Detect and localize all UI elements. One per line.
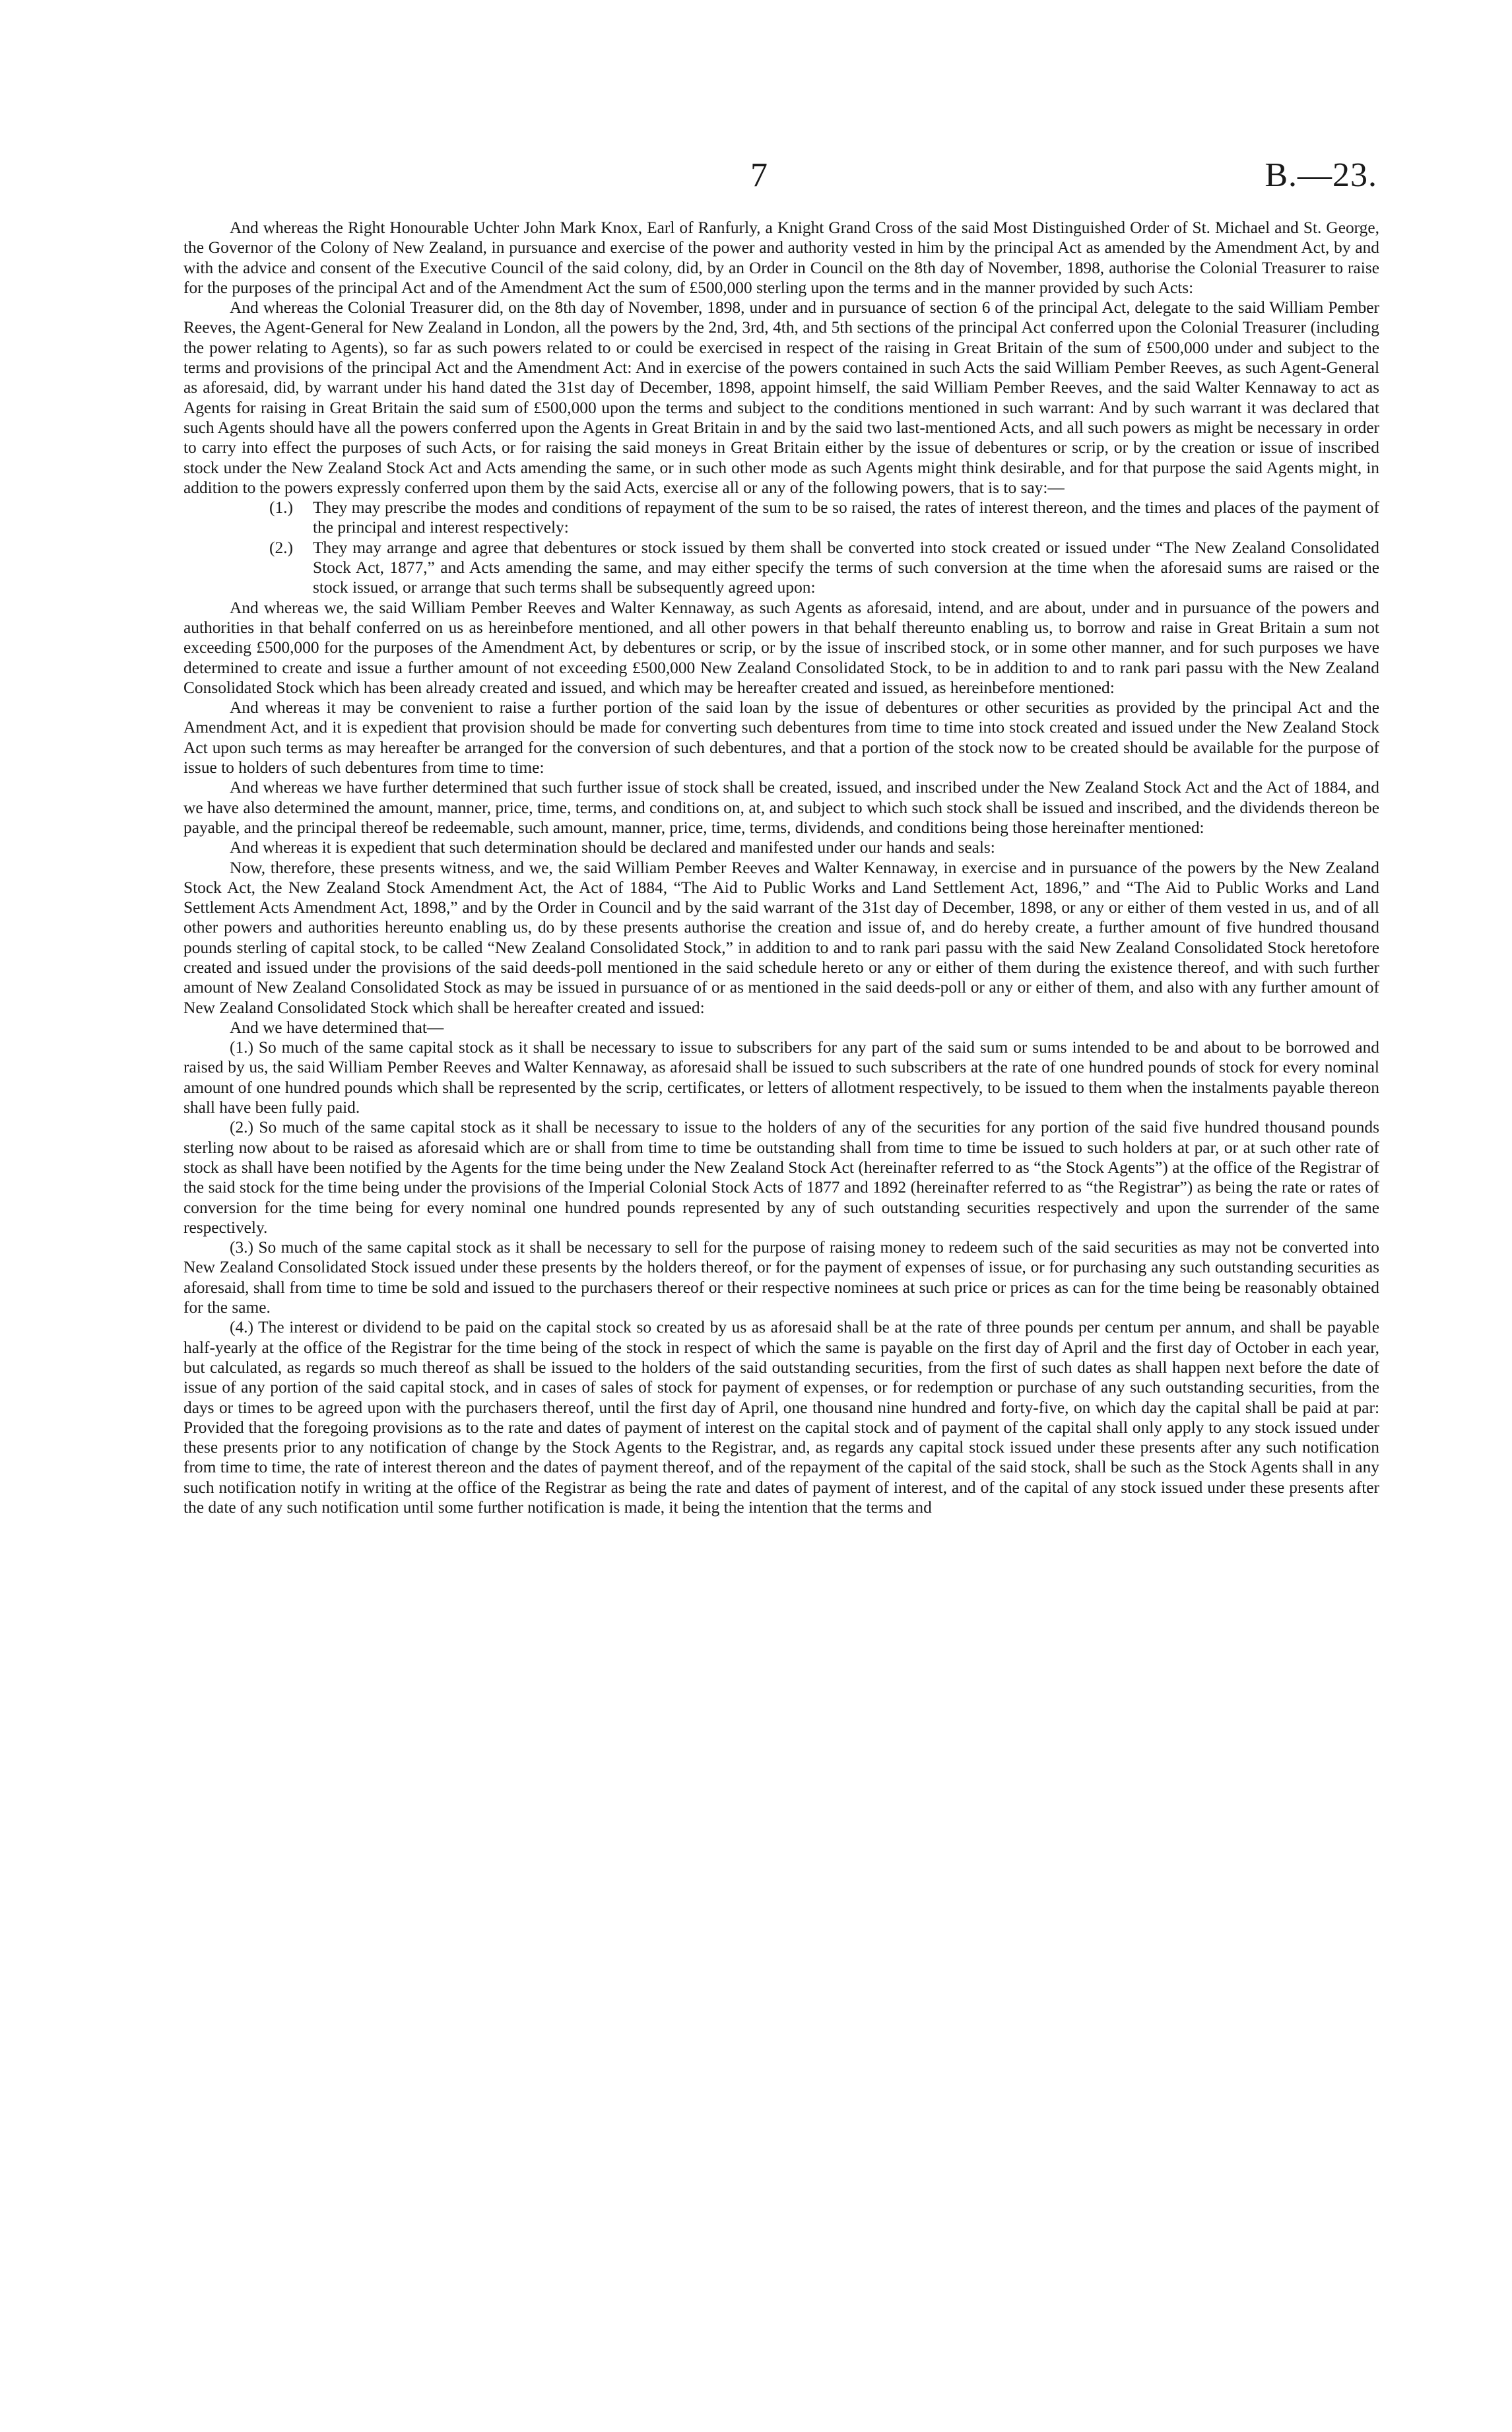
determination-clause: (1.) So much of the same capital stock as it shall be necessary to issue to subscribers for any part of the said sum or sums intended to be and about to be borrowed and raised by us, the said William Pember Reeves and Walter Kennaway, as aforesaid shall be issued to such subscribers at the rate of one hundred pounds of stock for every nominal amount of one hundred pounds which shall be represented by the scrip, certificates, or letters of allotment respectively, to be issued to them when the instalments payable thereon shall have been fully paid. (183, 1038, 1379, 1117)
recital-paragraph: And whereas the Right Honourable Uchter John Mark Knox, Earl of Ranfurly, a Knight Grand Cross of the said Most Distinguished Order of St. Michael and St. George, the Governor of the Colony of New Zealand, in pursuance and exercise of the power and authority vested in him by the principal Act as amended by the Amendment Act, by and with the advice and consent of the Executive Council of the said colony, did, by an Order in Council on the 8th day of November, 1898, authorise the Colonial Treasurer to raise for the purposes of the principal Act and of the Amendment Act the sum of £500,000 sterling upon the terms and in the manner provided by such Acts: (183, 218, 1379, 297)
document-body (183, 218, 1379, 1517)
operative-paragraph: Now, therefore, these presents witness, and we, the said William Pember Reeves and Walter Kennaway, in exercise and in pursuance of the powers by the New Zealand Stock Act, the New Zealand Stock Amendment Act, the Act of 1884, “The Aid to Public Works and Land Settlement Act, 1896,” and “The Aid to Public Works and Land Settlement Acts Amendment Act, 1898,” and by the Order in Council and by the said warrant of the 31st day of December, 1898, or any or either of them vested in us, and of all other powers and authorities hereunto enabling us, do by these presents authorise the creation and issue of, and do hereby create, a further amount of five hundred thousand pounds sterling of capital stock, to be called “New Zealand Consolidated Stock,” in addition to and to rank pari passu with the said New Zealand Consolidated Stock heretofore created and issued under the provisions of the said deeds-poll mentioned in the said schedule hereto or any or either of them during the existence thereof, and with such further amount of New Zealand Consolidated Stock as may be issued in pursuance of or as mentioned in the said deeds-poll or any or either of them, and also with any further amount of New Zealand Consolidated Stock which shall be hereafter created and issued: (183, 858, 1379, 1017)
power-item (183, 498, 1379, 538)
determination-clause: (2.) So much of the same capital stock as it shall be necessary to issue to the holders of any of the securities for any portion of the said five hundred thousand pounds sterling now about to be raised as aforesaid which are or shall from time to time be outstanding shall from time to time be issued to such holders at par, or at such other rate of stock as shall have been notified by the Agents for the time being under the New Zealand Stock Act (hereinafter referred to as “the Stock Agents”) at the office of the Registrar of the said stock for the time being under the provisions of the Imperial Colonial Stock Acts of 1877 and 1892 (hereinafter referred to as “the Registrar”) as being the rate or rates of conversion for the time being for every nominal one hundred pounds represented by any of such outstanding securities respectively and upon the surrender of the same respectively. (183, 1118, 1379, 1237)
power-item-number: (2.) (269, 538, 293, 557)
determination-lead: And we have determined that— (230, 1018, 444, 1037)
recital-paragraph: And whereas it is expedient that such determination should be declared and manifested under our hands and seals: (230, 838, 995, 857)
document-reference: B.—23. (1265, 156, 1377, 194)
determination-clause: (3.) So much of the same capital stock as it shall be necessary to sell for the purpose of raising money to redeem such of the said securities as may not be converted into New Zealand Consolidated Stock issued under these presents by the holders thereof, or for the payment of expenses of issue, or for purchasing any such outstanding securities as aforesaid, shall from time to time be sold and issued to the purchasers thereof or their respective nominees at such price or prices as can for the time being be reasonably obtained for the same. (183, 1238, 1379, 1317)
recital-paragraph: And whereas the Colonial Treasurer did, on the 8th day of November, 1898, under and in pursuance of section 6 of the principal Act, delegate to the said William Pember Reeves, the Agent-General for New Zealand in London, all the powers by the 2nd, 3rd, 4th, and 5th sections of the principal Act conferred upon the Colonial Treasurer (including the power relating to Agents), so far as such powers related to or could be exercised in respect of the raising in Great Britain of the sum of £500,000 under and subject to the terms and provisions of the principal Act and the Amendment Act: And in exercise of the powers contained in such Acts the said William Pember Reeves, as such Agent-General as aforesaid, did, by warrant under his hand dated the 31st day of December, 1898, appoint himself, the said William Pember Reeves, and the said Walter Kennaway to act as Agents for raising in Great Britain the said sum of £500,000 upon the terms and subject to the conditions mentioned in such warrant: And by such warrant it was declared that such Agents should have all the powers conferred upon the Agents in Great Britain in and by the said two last-mentioned Acts, and all such powers as might be necessary in order to carry into effect the purposes of such Acts, or for raising the said moneys in Great Britain either by the issue of debentures or scrip, or by the creation or issue of inscribed stock under the New Zealand Stock Act and Acts amending the same, or in such other mode as such Agents might think desirable, and for that purpose the said Agents might, in addition to the powers expressly conferred upon them by the said Acts, exercise all or any of the following powers, that is to say:— (183, 298, 1379, 497)
power-item-number: (1.) (269, 498, 293, 517)
page-number: 7 (750, 156, 768, 194)
power-item-text: They may arrange and agree that debentures or stock issued by them shall be converted into stock created or issued under “The New Zealand Consolidated Stock Act, 1877,” and Acts amending the same, and may either specify the terms of such conversion at the time when the aforesaid sums are raised or the stock issued, or arrange that such terms shall be subsequently agreed upon: (313, 538, 1379, 597)
recital-paragraph: And whereas we, the said William Pember Reeves and Walter Kennaway, as such Agents as aforesaid, intend, and are about, under and in pursuance of the powers and authorities in that behalf conferred on us as hereinbefore mentioned, and all other powers in that behalf thereunto enabling us, to borrow and raise in Great Britain a sum not exceeding £500,000 for the purposes of the Amendment Act, by debentures or scrip, or by the issue of inscribed stock, or in some other manner, and for such purposes we have determined to create and issue a further amount of not exceeding £500,000 New Zealand Consolidated Stock, to be in addition to and to rank pari passu with the New Zealand Consolidated Stock which has been already created and issued, and which may be hereafter created and issued, as hereinbefore mentioned: (183, 598, 1379, 697)
recital-paragraph: And whereas we have further determined that such further issue of stock shall be created, issued, and inscribed under the New Zealand Stock Act and the Act of 1884, and we have also determined the amount, manner, price, time, terms, and conditions on, at, and subject to which such stock shall be issued and inscribed, and the dividends thereon be payable, and the principal thereof be redeemable, such amount, manner, price, time, terms, dividends, and conditions being those hereinafter mentioned: (183, 778, 1379, 837)
recital-paragraph: And whereas it may be convenient to raise a further portion of the said loan by the issue of debentures or other securities as provided by the principal Act and the Amendment Act, and it is expedient that provision should be made for converting such debentures from time to time into stock created and issued under the New Zealand Stock Act upon such terms as may hereafter be arranged for the conversion of such debentures, and that a portion of the stock now to be created should be available for the purpose of issue to holders of such debentures from time to time: (183, 698, 1379, 777)
power-item-text: They may prescribe the modes and conditions of repayment of the sum to be so raised, the rates of interest thereon, and the times and places of the payment of the principal and interest respectively: (313, 498, 1379, 537)
power-item (183, 538, 1379, 598)
determination-clause: (4.) The interest or dividend to be paid on the capital stock so created by us as aforesaid shall be at the rate of three pounds per centum per annum, and shall be payable half-yearly at the office of the Registrar for the time being of the stock in respect of which the same is payable on the first day of April and the first day of October in each year, but calculated, as regards so much thereof as shall be issued to the holders of the said outstanding securities, from the first of such dates as shall happen next before the date of issue of any portion of the said capital stock, and in cases of sales of stock for payment of expenses, or for redemption or purchase of any such outstanding securities, from the days or times to be agreed upon with the purchasers thereof, until the first day of April, one thousand nine hundred and forty-five, on which day the capital shall be paid at par: Provided that the foregoing provisions as to the rate and dates of payment of interest on the capital stock and of payment of the capital shall only apply to any stock issued under these presents prior to any notification of change by the Stock Agents to the Registrar, and, as regards any capital stock issued under these presents after any such notification from time to time, the rate of interest thereon and the dates of payment thereof, and of the repayment of the capital of the said stock, shall be such as the Stock Agents shall in any such notification notify in writing at the office of the Registrar as being the rate and dates of payment of interest, and of the capital of any stock issued under these presents after the date of any such notification until some further notification is made, it being the intention that the terms and (183, 1318, 1379, 1517)
